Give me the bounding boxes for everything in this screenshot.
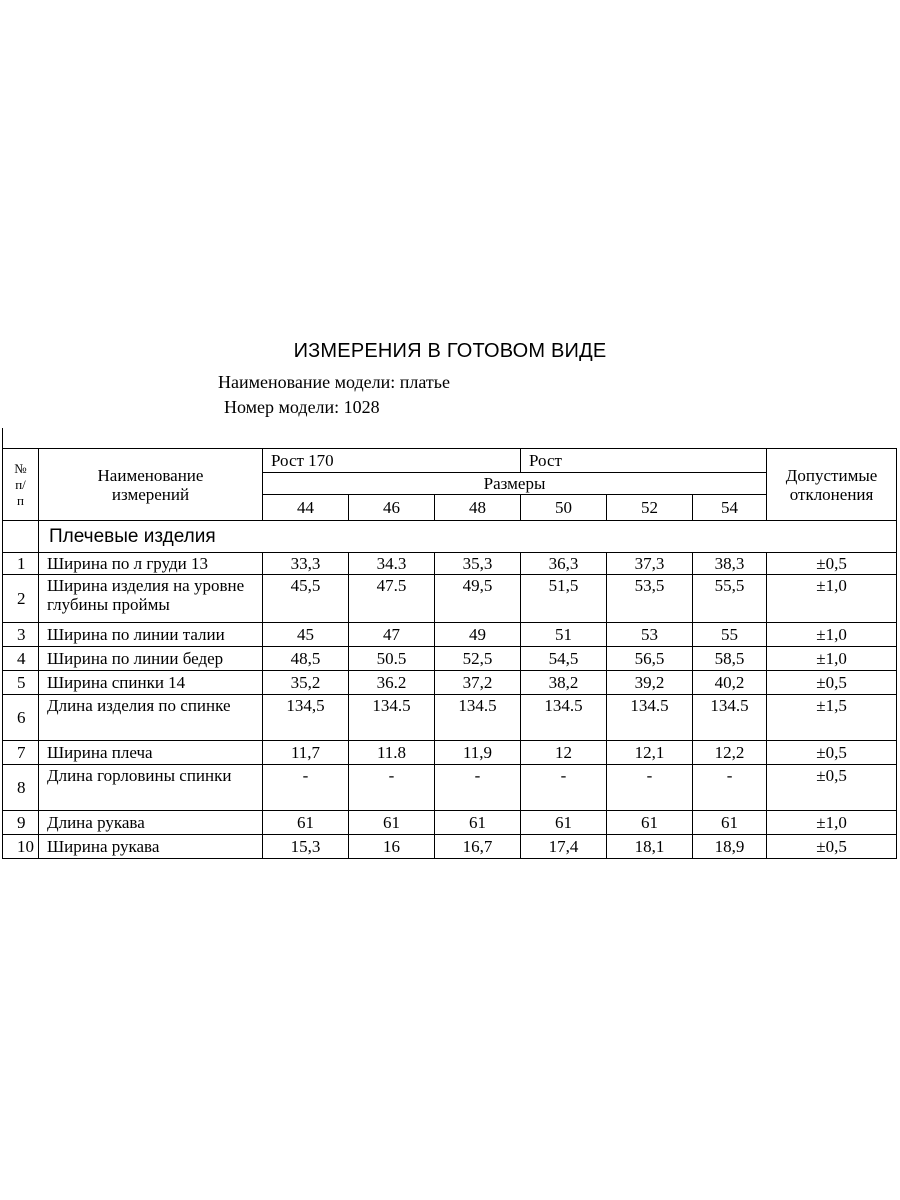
value-cell: 134.5 bbox=[693, 695, 767, 741]
section-title: Плечевые изделия bbox=[39, 521, 897, 553]
value-cell: 16,7 bbox=[435, 835, 521, 859]
value-cell: - bbox=[435, 765, 521, 811]
table-row bbox=[3, 575, 897, 623]
table-row bbox=[3, 835, 897, 859]
value-cell: 39,2 bbox=[607, 671, 693, 695]
value-cell: 45 bbox=[263, 623, 349, 647]
value-cell: 12,2 bbox=[693, 741, 767, 765]
value-cell: 47.5 bbox=[349, 575, 435, 623]
value-cell: 36.2 bbox=[349, 671, 435, 695]
table-row bbox=[3, 765, 897, 811]
header-name: Наименование измерений bbox=[39, 449, 263, 521]
value-cell: 11.8 bbox=[349, 741, 435, 765]
value-cell: 51,5 bbox=[521, 575, 607, 623]
size-cell: 46 bbox=[349, 495, 435, 521]
measurement-name: Ширина плеча bbox=[39, 741, 263, 765]
value-cell: 38,3 bbox=[693, 553, 767, 575]
value-cell: 37,3 bbox=[607, 553, 693, 575]
value-cell: 52,5 bbox=[435, 647, 521, 671]
tolerance-cell: ±1,5 bbox=[767, 695, 897, 741]
row-number: 6 bbox=[3, 695, 39, 741]
measurement-name: Ширина рукава bbox=[39, 835, 263, 859]
section-spacer bbox=[3, 521, 39, 553]
value-cell: 49,5 bbox=[435, 575, 521, 623]
row-number: 3 bbox=[3, 623, 39, 647]
row-number: 9 bbox=[3, 811, 39, 835]
measurement-name: Длина горловины спинки bbox=[39, 765, 263, 811]
tolerance-cell: ±1,0 bbox=[767, 647, 897, 671]
value-cell: 48,5 bbox=[263, 647, 349, 671]
value-cell: 12 bbox=[521, 741, 607, 765]
margin-mark bbox=[2, 428, 3, 448]
value-cell: 134.5 bbox=[607, 695, 693, 741]
value-cell: - bbox=[263, 765, 349, 811]
value-cell: 61 bbox=[349, 811, 435, 835]
tolerance-cell: ±0,5 bbox=[767, 671, 897, 695]
table-row bbox=[3, 741, 897, 765]
size-cell: 54 bbox=[693, 495, 767, 521]
value-cell: 134.5 bbox=[521, 695, 607, 741]
header-tolerance: Допустимые отклонения bbox=[767, 449, 897, 521]
value-cell: 33,3 bbox=[263, 553, 349, 575]
model-number: Номер модели: 1028 bbox=[224, 397, 380, 417]
value-cell: 55,5 bbox=[693, 575, 767, 623]
tolerance-cell: ±0,5 bbox=[767, 741, 897, 765]
size-cell: 44 bbox=[263, 495, 349, 521]
table-row bbox=[3, 623, 897, 647]
row-number: 8 bbox=[3, 765, 39, 811]
value-cell: 134,5 bbox=[263, 695, 349, 741]
value-cell: - bbox=[607, 765, 693, 811]
value-cell: 11,7 bbox=[263, 741, 349, 765]
row-number: 10 bbox=[3, 835, 39, 859]
value-cell: 38,2 bbox=[521, 671, 607, 695]
table-row bbox=[3, 553, 897, 575]
value-cell: 40,2 bbox=[693, 671, 767, 695]
header-rost: Рост bbox=[521, 449, 767, 473]
size-cell: 52 bbox=[607, 495, 693, 521]
value-cell: 61 bbox=[263, 811, 349, 835]
tolerance-cell: ±0,5 bbox=[767, 765, 897, 811]
value-cell: 61 bbox=[435, 811, 521, 835]
size-cell: 50 bbox=[521, 495, 607, 521]
page-title: ИЗМЕРЕНИЯ В ГОТОВОМ ВИДЕ bbox=[293, 340, 607, 362]
row-number: 1 bbox=[3, 553, 39, 575]
value-cell: 35,3 bbox=[435, 553, 521, 575]
measurement-name: Ширина по линии талии bbox=[39, 623, 263, 647]
measurement-name: Длина изделия по спинке bbox=[39, 695, 263, 741]
tolerance-cell: ±0,5 bbox=[767, 553, 897, 575]
value-cell: 61 bbox=[693, 811, 767, 835]
value-cell: 11,9 bbox=[435, 741, 521, 765]
value-cell: 16 bbox=[349, 835, 435, 859]
model-name: Наименование модели: платье bbox=[218, 372, 450, 392]
value-cell: - bbox=[349, 765, 435, 811]
tolerance-cell: ±0,5 bbox=[767, 835, 897, 859]
value-cell: 36,3 bbox=[521, 553, 607, 575]
table-row bbox=[3, 671, 897, 695]
table-row bbox=[3, 695, 897, 741]
header-num: № п/ п bbox=[3, 449, 39, 521]
value-cell: 18,1 bbox=[607, 835, 693, 859]
row-number: 4 bbox=[3, 647, 39, 671]
value-cell: 53,5 bbox=[607, 575, 693, 623]
value-cell: 61 bbox=[521, 811, 607, 835]
measurement-name: Ширина по л груди 13 bbox=[39, 553, 263, 575]
measurement-name: Ширина спинки 14 bbox=[39, 671, 263, 695]
measurement-name: Ширина изделия на уровне глубины проймы bbox=[39, 575, 263, 623]
value-cell: 12,1 bbox=[607, 741, 693, 765]
measurements-table bbox=[2, 448, 897, 859]
value-cell: 50.5 bbox=[349, 647, 435, 671]
row-number: 5 bbox=[3, 671, 39, 695]
tolerance-cell: ±1,0 bbox=[767, 575, 897, 623]
value-cell: - bbox=[521, 765, 607, 811]
table-row bbox=[3, 811, 897, 835]
value-cell: 134.5 bbox=[435, 695, 521, 741]
measurement-name: Длина рукава bbox=[39, 811, 263, 835]
header-rost-170: Рост 170 bbox=[263, 449, 521, 473]
value-cell: 15,3 bbox=[263, 835, 349, 859]
value-cell: 51 bbox=[521, 623, 607, 647]
header-sizes-label: Размеры bbox=[263, 473, 767, 495]
table-rows bbox=[3, 553, 897, 859]
value-cell: 134.5 bbox=[349, 695, 435, 741]
row-number: 7 bbox=[3, 741, 39, 765]
value-cell: 55 bbox=[693, 623, 767, 647]
value-cell: 61 bbox=[607, 811, 693, 835]
value-cell: 54,5 bbox=[521, 647, 607, 671]
row-number: 2 bbox=[3, 575, 39, 623]
value-cell: 56,5 bbox=[607, 647, 693, 671]
table-row bbox=[3, 647, 897, 671]
value-cell: 45,5 bbox=[263, 575, 349, 623]
measurement-name: Ширина по линии бедер bbox=[39, 647, 263, 671]
value-cell: 53 bbox=[607, 623, 693, 647]
value-cell: 35,2 bbox=[263, 671, 349, 695]
tolerance-cell: ±1,0 bbox=[767, 811, 897, 835]
value-cell: 17,4 bbox=[521, 835, 607, 859]
value-cell: 49 bbox=[435, 623, 521, 647]
value-cell: 47 bbox=[349, 623, 435, 647]
size-cell: 48 bbox=[435, 495, 521, 521]
value-cell: 34.3 bbox=[349, 553, 435, 575]
value-cell: 18,9 bbox=[693, 835, 767, 859]
value-cell: 37,2 bbox=[435, 671, 521, 695]
value-cell: 58,5 bbox=[693, 647, 767, 671]
tolerance-cell: ±1,0 bbox=[767, 623, 897, 647]
value-cell: - bbox=[693, 765, 767, 811]
